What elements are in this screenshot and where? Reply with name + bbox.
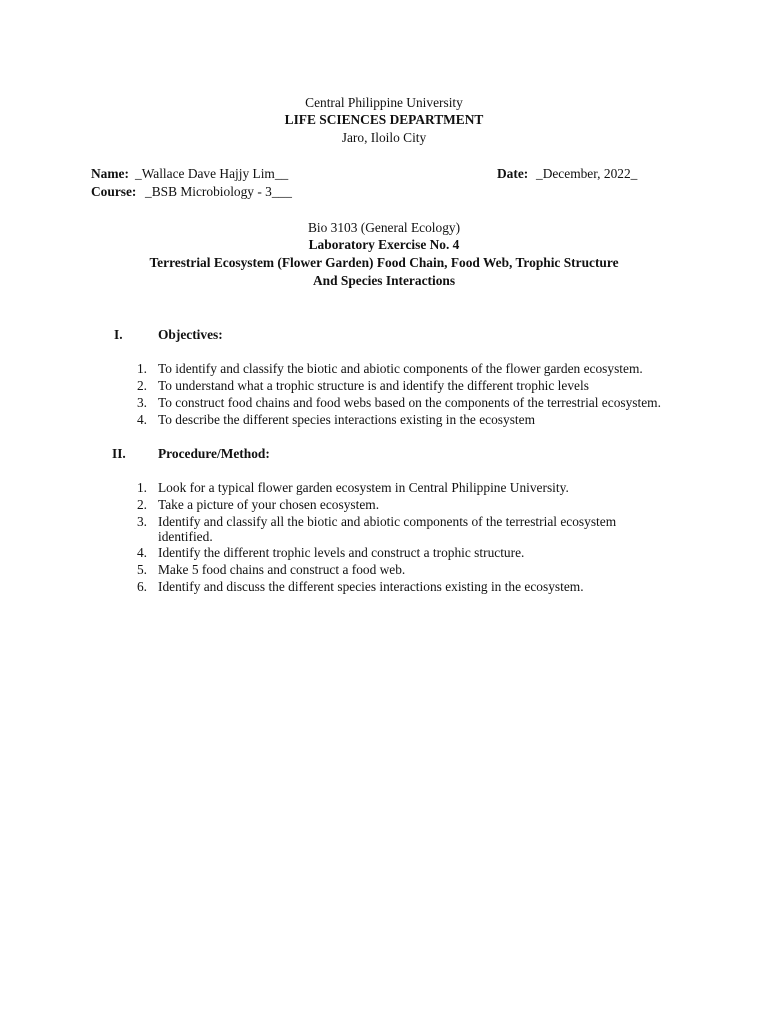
list-item: 3. Identify and classify all the biotic and abiotic components of the terrestrial ecosystem [136,514,617,529]
list-item: 1. Look for a typical flower garden ecosystem in Central Philippine University. [136,480,569,495]
objectives-numeral: I. [114,327,123,342]
university-name: Central Philippine University [305,95,463,110]
list-item: 2. To understand what a trophic structure is and identify the different trophic levels [136,378,589,393]
exercise-title-line2: And Species Interactions [312,273,456,288]
course-code: Bio 3103 (General Ecology) [307,220,461,235]
procedure-heading: Procedure/Method: [158,446,270,461]
list-item: 2. Take a picture of your chosen ecosystem. [136,497,380,512]
date-label: Date: [497,166,529,181]
name-label: Name: [91,166,129,181]
department-name: LIFE SCIENCES DEPARTMENT [284,112,484,127]
course-label: Course: [91,184,137,199]
list-item: 5. Make 5 food chains and construct a food web. [136,562,406,577]
list-item: 4. Identify the different trophic levels and construct a trophic structure. [136,545,525,560]
list-item: 3. To construct food chains and food webs based on the components of the terrestrial ecosystem. [136,395,661,410]
objectives-heading: Objectives: [158,327,223,342]
date-value: _December, 2022_ [536,166,638,181]
location: Jaro, Iloilo City [341,130,427,145]
name-value: _Wallace Dave Hajjy Lim__ [135,166,289,181]
procedure-numeral: II. [112,446,126,461]
list-item-continuation: identified. [158,529,213,544]
course-value: _BSB Microbiology - 3___ [145,184,292,199]
list-item: 4. To describe the different species interactions existing in the ecosystem [136,412,535,427]
exercise-number: Laboratory Exercise No. 4 [308,237,460,252]
exercise-title-line1: Terrestrial Ecosystem (Flower Garden) Food Chain, Food Web, Trophic Structure [149,255,619,270]
list-item: 1. To identify and classify the biotic and abiotic components of the flower garden ecosystem. [136,361,643,376]
list-item: 6. Identify and discuss the different species interactions existing in the ecosystem. [136,579,584,594]
